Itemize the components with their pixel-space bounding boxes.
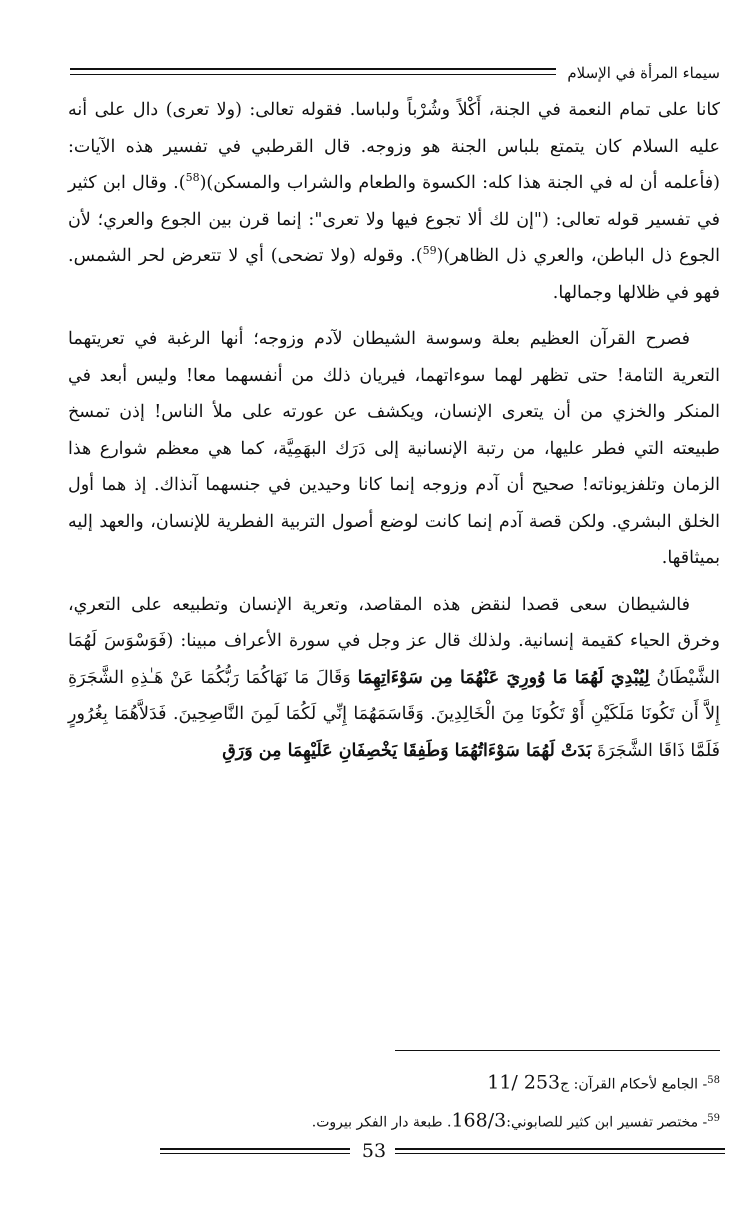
paragraph-3 (68, 587, 720, 770)
book-title: سيماء المرأة في الإسلام (567, 64, 720, 82)
paragraph-1 (68, 92, 720, 311)
footnote-separator (395, 1050, 720, 1051)
footer-rule-right (395, 1148, 725, 1154)
footnote-59 (190, 1102, 720, 1140)
text-segment: فالشيطان سعى قصدا لنقض هذه المقاصد، وتعرية الإنسان وتطبيعه على التعري، وخرق الحياء كقيمة إنسانية. ولذلك قال عز وجل في سورة الأعراف مبينا: (فَوَسْوَسَ لَهُمَا الشَّيْطَانُ (68, 594, 720, 688)
text-segment: وَقَالَ مَا نَهَاكُمَا رَبُّكُمَا عَنْ هَـٰذِهِ الشَّجَرَةِ إِلاَّ أَن تَكُونَا مَلَكَيْنِ أَوْ تَكُونَا مِنَ الْخَالِدِينَ. وَقَاسَمَهُمَا إِنِّي لَكُمَا لَمِنَ النَّاصِحِينَ. فَدَلاَّهُمَا بِغُرُورٍ فَلَمَّا ذَاقَا الشَّجَرَةَ (68, 667, 720, 761)
text-segment: فصرح القرآن العظيم بعلة وسوسة الشيطان لآدم وزوجه؛ أنها الرغبة في تعريتهما التعرية التامة! حتى تظهر لهما سوءاتهما، فيريان ذلك من أنفسهما معا! وليس أبعد في المنكر والخزي من أن يتعرى الإنسان، ويكشف عن عورته على ملأ الناس! إذن تمسخ طبيعته التي فطر عليها، من رتبة الإنسانية إلى دَرَك البهَمِيَّة، كما هي معظم شوارع هذا الزمان وتلفزيوناته! صحيح أن آدم وزوجه إنما كانا وحيدين في جنسهما آنذاك. إذ هما أول الخلق البشري. ولكن قصة آدم إنما كانت لوضع أصول التربية الفطرية للإنسان، والعهد إليه بميثاقها. (68, 329, 720, 568)
quran-verse-bold: بَدَتْ لَهُمَا سَوْءَاتُهُمَا وَطَفِقَا يَخْصِفَانِ عَلَيْهِمَا مِن وَرَقِ (222, 740, 592, 761)
footnote-number: 58 (707, 1075, 720, 1086)
footnote-ref-58[interactable]: 58 (185, 171, 200, 185)
text-segment: كانا على تمام النعمة في الجنة، أَكْلاً وشُرْباً ولباسا. فقوله تعالى: (ولا تعرى) دال على أنه عليه السلام كان يتمتع بلباس الجنة هو وزوجه. قال القرطبي في تفسير هذه الآيات: (فأعلمه أن له في الجنة هذا كله: الكسوة والطعام والشراب والمسكن)( (68, 100, 720, 193)
footnote-text: - مختصر تفسير ابن كثير للصابوني: (506, 1114, 708, 1131)
paragraph-2 (68, 321, 720, 577)
text-segment: ). وقوله (ولا تضحى) أي لا تتعرض لحر الشمس. فهو في ظلالها وجمالها. (68, 246, 720, 303)
footer-rule-left (160, 1148, 350, 1154)
footnote-ref-59[interactable]: 59 (422, 244, 437, 258)
footnote-reference: 11/ 253 (487, 1071, 561, 1094)
text-segment: ). وقال ابن كثير في تفسير قوله تعالى: ("إن لك ألا تجوع فيها ولا تعرى": إنما قرن بين الجوع والعري؛ لأن الجوع ذل الباطن، والعري ذل الظاهر)( (68, 173, 720, 266)
footnote-reference: 168/3 (451, 1109, 507, 1132)
footnotes (190, 1064, 720, 1139)
page-footer (160, 1136, 725, 1166)
page-number: 53 (361, 1140, 387, 1162)
footnote-tail: . طبعة دار الفكر بيروت. (311, 1114, 452, 1131)
footnote-number: 59 (707, 1112, 720, 1124)
running-header (70, 58, 720, 88)
body-text (68, 92, 720, 769)
header-rule (70, 68, 556, 75)
footnote-58 (190, 1064, 720, 1102)
footnote-text: - الجامع لأحكام القرآن: ج (560, 1076, 708, 1093)
quran-verse-bold: لِيُبْدِيَ لَهُمَا مَا وُورِيَ عَنْهُمَا مِن سَوْءَاتِهِمَا (357, 667, 650, 688)
